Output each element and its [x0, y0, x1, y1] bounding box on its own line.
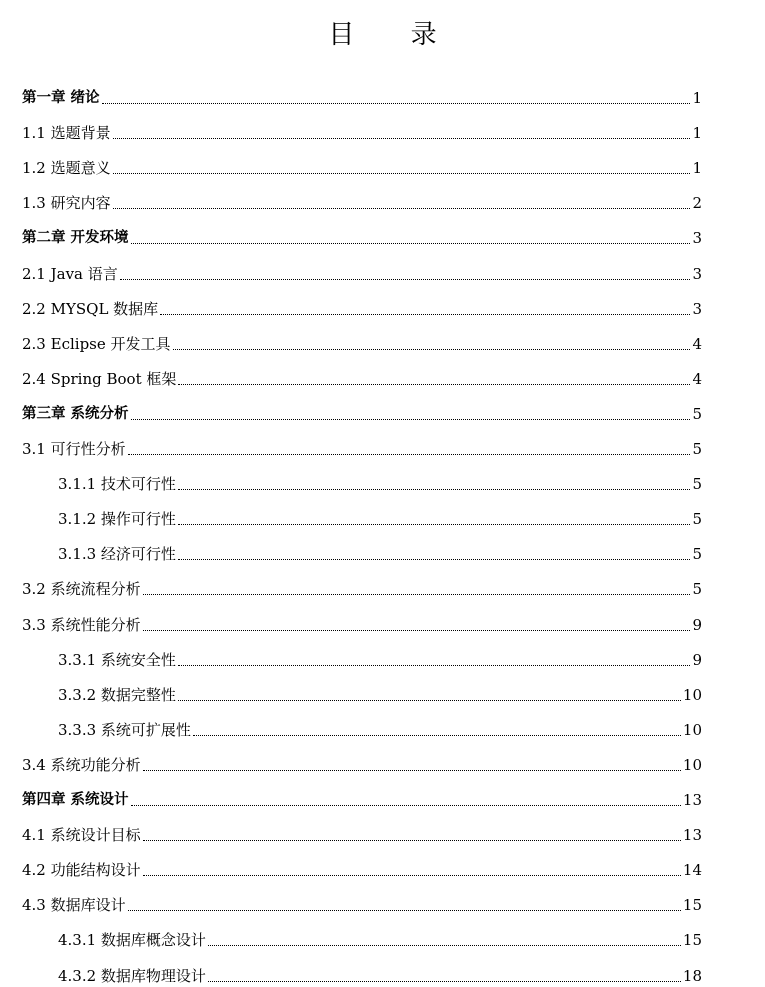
- toc-page-number: 4: [692, 334, 702, 353]
- toc-page-number: 3: [692, 264, 702, 283]
- toc-entry-label: 4.2 功能结构设计: [22, 861, 141, 880]
- toc-page-number: 5: [692, 580, 702, 599]
- toc-dot-leader: [113, 208, 691, 209]
- toc-entry-label: 4.3 数据库设计: [22, 896, 126, 915]
- toc-entry-label: 2.4 Spring Boot 框架: [22, 369, 177, 388]
- toc-entry-label: 2.3 Eclipse 开发工具: [22, 334, 171, 353]
- toc-entry[interactable]: [58, 962, 702, 986]
- toc-entry-label: 3.1.3 经济可行性: [58, 545, 176, 564]
- toc-entry-label: 第四章 系统设计: [22, 792, 129, 808]
- toc-dot-leader: [102, 103, 691, 104]
- toc-entry[interactable]: [22, 154, 702, 178]
- toc-dot-leader: [208, 981, 681, 982]
- toc-dot-leader: [113, 138, 691, 139]
- toc-entry-label: 1.1 选题背景: [22, 124, 111, 143]
- toc-entry[interactable]: [58, 926, 702, 950]
- toc-page-number: 1: [692, 159, 702, 178]
- toc-dot-leader: [120, 279, 691, 280]
- toc-dot-leader: [131, 419, 691, 420]
- toc-entry-label: 第二章 开发环境: [22, 230, 129, 247]
- toc-entry-label: 第三章 系统分析: [22, 405, 129, 422]
- toc-dot-leader: [128, 910, 681, 911]
- toc-entry[interactable]: [22, 119, 702, 143]
- toc-entry[interactable]: [22, 330, 702, 354]
- toc-entry-label: 3.3.1 系统安全性: [58, 650, 176, 669]
- toc-page-number: 5: [692, 510, 702, 529]
- toc-dot-leader: [178, 524, 691, 525]
- toc-entry-label: 3.3.2 数据完整性: [58, 685, 176, 704]
- toc-entry-label: 4.3.1 数据库概念设计: [58, 931, 206, 950]
- toc-page-number: 1: [692, 124, 702, 143]
- toc-entry[interactable]: [58, 681, 702, 705]
- toc-page-number: 18: [682, 966, 702, 985]
- toc-dot-leader: [178, 665, 691, 666]
- toc-entry[interactable]: [22, 84, 702, 108]
- toc-page-number: 3: [692, 299, 702, 318]
- toc-page-number: 5: [692, 440, 702, 458]
- toc-dot-leader: [208, 945, 681, 946]
- toc-entry[interactable]: [22, 891, 702, 915]
- toc-entry-label: 3.1 可行性分析: [22, 440, 126, 458]
- toc-dot-leader: [143, 875, 681, 876]
- toc-dot-leader: [178, 559, 691, 560]
- toc-entry[interactable]: [22, 856, 702, 880]
- toc-entry[interactable]: [58, 716, 702, 740]
- toc-entry-label: 2.1 Java 语言: [22, 264, 118, 283]
- toc-page-number: 14: [682, 861, 702, 880]
- toc-page-number: 4: [692, 369, 702, 388]
- toc-entry[interactable]: [22, 365, 702, 389]
- toc-page-number: 9: [692, 615, 702, 634]
- toc-page-number: 10: [682, 755, 702, 774]
- toc-entry[interactable]: [58, 470, 702, 494]
- toc-dot-leader: [143, 770, 681, 771]
- toc-page-number: 15: [682, 931, 702, 950]
- toc-dot-leader: [178, 489, 691, 490]
- toc-entry-label: 第一章 绪论: [22, 90, 100, 106]
- toc-entry[interactable]: [22, 786, 702, 810]
- toc-dot-leader: [131, 805, 681, 806]
- toc-entry[interactable]: [22, 751, 702, 775]
- toc-entry[interactable]: [22, 400, 702, 424]
- toc-entry[interactable]: [58, 540, 702, 564]
- toc-entry-label: 4.1 系统设计目标: [22, 826, 141, 845]
- toc-entry[interactable]: [22, 821, 702, 845]
- toc-entry[interactable]: [22, 435, 702, 459]
- toc-entry-label: 2.2 MYSQL 数据库: [22, 299, 159, 318]
- toc-entry-label: 3.4 系统功能分析: [22, 755, 141, 774]
- toc-entry[interactable]: [58, 646, 702, 670]
- toc-dot-leader: [128, 454, 691, 455]
- toc-entry-label: 3.3.3 系统可扩展性: [58, 720, 191, 739]
- toc-entry[interactable]: [22, 260, 702, 284]
- toc-page-number: 5: [692, 475, 702, 494]
- toc-entry-label: 1.2 选题意义: [22, 159, 111, 178]
- toc-dot-leader: [178, 384, 690, 385]
- toc-entry[interactable]: [22, 224, 702, 248]
- toc-dot-leader: [160, 314, 690, 315]
- toc-dot-leader: [113, 173, 691, 174]
- toc-dot-leader: [143, 840, 681, 841]
- toc-page-number: 3: [692, 229, 702, 248]
- toc-dot-leader: [193, 735, 681, 736]
- toc-entry-label: 3.1.2 操作可行性: [58, 510, 176, 529]
- page-title: 目 录: [328, 20, 461, 50]
- toc-dot-leader: [143, 630, 691, 631]
- toc-entry-label: 3.2 系统流程分析: [22, 580, 141, 599]
- toc-entry[interactable]: [22, 575, 702, 599]
- toc-entry-label: 3.3 系统性能分析: [22, 615, 141, 634]
- toc-page-number: 5: [692, 545, 702, 564]
- toc-dot-leader: [143, 594, 691, 595]
- toc-entry-label: 1.3 研究内容: [22, 194, 111, 213]
- toc-page-number: 1: [692, 89, 702, 107]
- toc-page-number: 13: [682, 791, 702, 809]
- toc-entry[interactable]: [22, 295, 702, 319]
- toc-entry-label: 4.3.2 数据库物理设计: [58, 966, 206, 985]
- toc-page-number: 2: [692, 194, 702, 213]
- toc-entry[interactable]: [22, 611, 702, 635]
- toc-page-number: 15: [682, 896, 702, 915]
- toc-page-number: 13: [682, 826, 702, 845]
- toc-dot-leader: [131, 243, 691, 244]
- toc-page-number: 10: [682, 720, 702, 739]
- toc-dot-leader: [173, 349, 691, 350]
- toc-page-number: 5: [692, 404, 702, 423]
- toc-entry[interactable]: [58, 505, 702, 529]
- toc-entry-label: 3.1.1 技术可行性: [58, 475, 176, 494]
- toc-dot-leader: [178, 700, 681, 701]
- toc-entry[interactable]: [22, 189, 702, 213]
- toc-page-number: 9: [692, 650, 702, 669]
- toc-page-number: 10: [682, 685, 702, 704]
